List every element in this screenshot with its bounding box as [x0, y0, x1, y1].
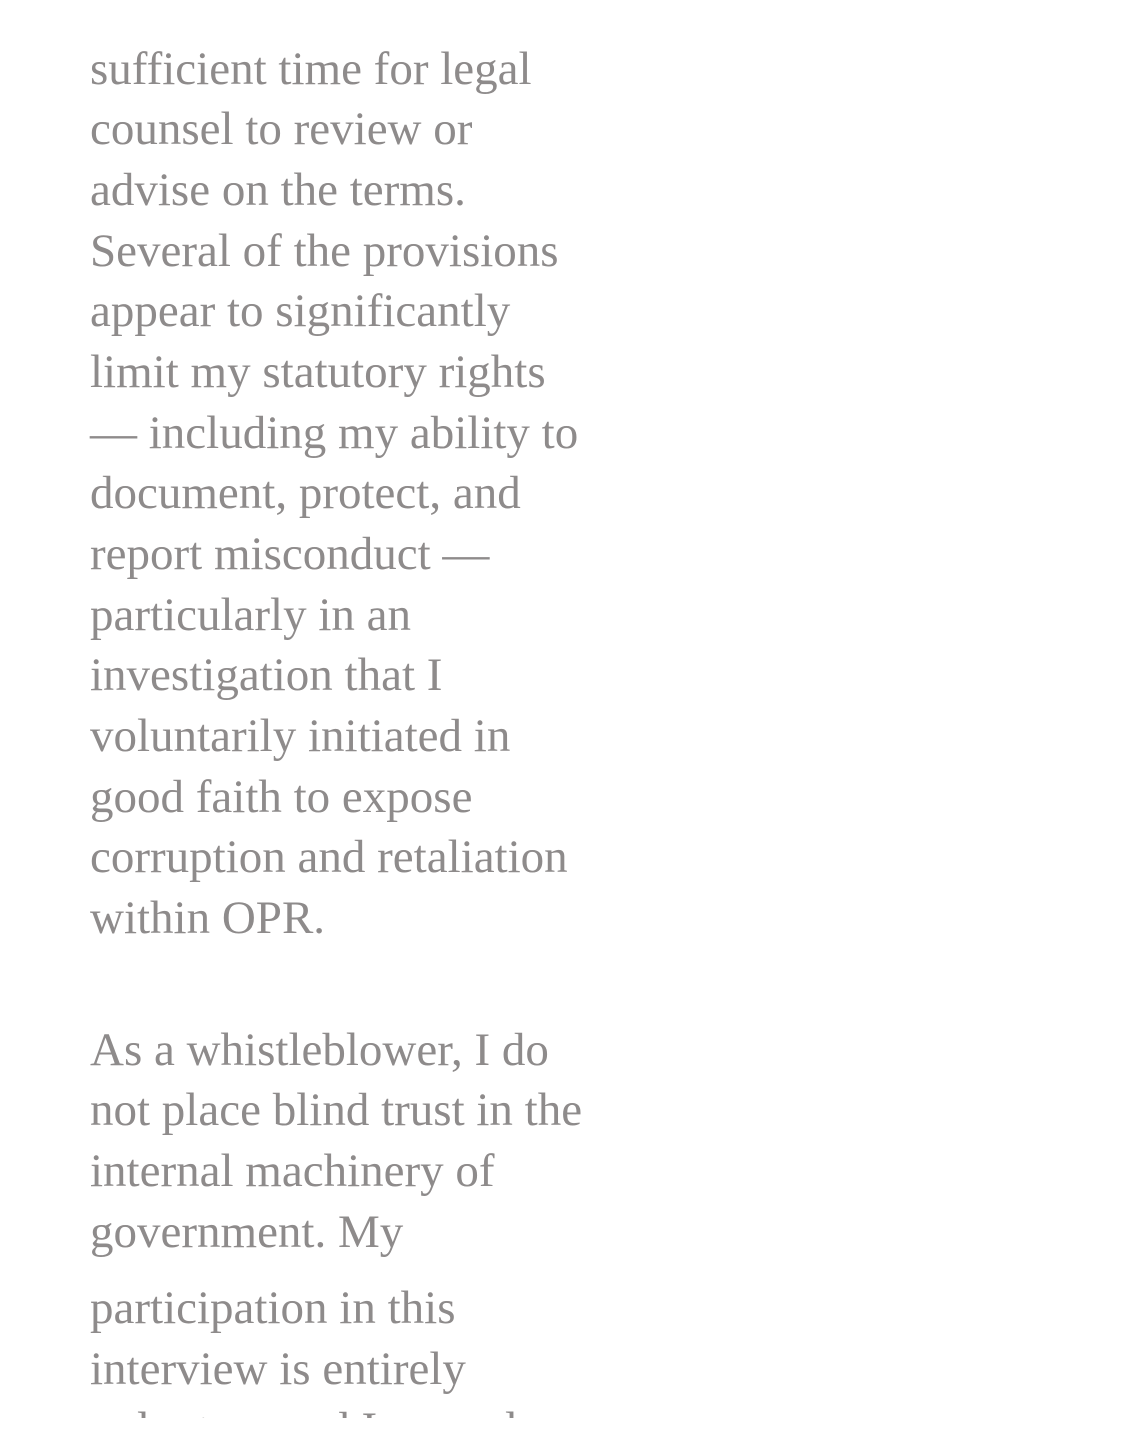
text-line: appear to significantly [90, 285, 511, 337]
text-line: investigation that I [90, 649, 443, 701]
text-line: counsel to review or [90, 103, 473, 155]
text-line: internal machinery of [90, 1145, 495, 1197]
text-line: corruption and retaliation [90, 831, 568, 883]
text-line: document, protect, and [90, 467, 521, 519]
text-line: limit my statutory rights [90, 346, 546, 398]
text-line: sufficient time for legal [90, 43, 532, 95]
text-line: As a whistleblower, I do [90, 1024, 549, 1076]
text-line: advise on the terms. [90, 164, 466, 216]
text-line: participation in this [90, 1282, 456, 1334]
page-cutoff-mask [0, 1418, 1141, 1450]
text-line: Several of the provisions [90, 225, 559, 277]
text-line: good faith to expose [90, 771, 473, 823]
text-line: report misconduct — [90, 528, 490, 580]
text-line: government. My [90, 1206, 404, 1258]
text-line: voluntarily initiated in [90, 710, 511, 762]
text-line: particularly in an [90, 589, 412, 641]
text-line: — including my ability to [90, 407, 579, 459]
text-line: interview is entirely [90, 1343, 466, 1395]
text-line: not place blind trust in the [90, 1084, 583, 1136]
text-line: within OPR. [90, 892, 326, 944]
